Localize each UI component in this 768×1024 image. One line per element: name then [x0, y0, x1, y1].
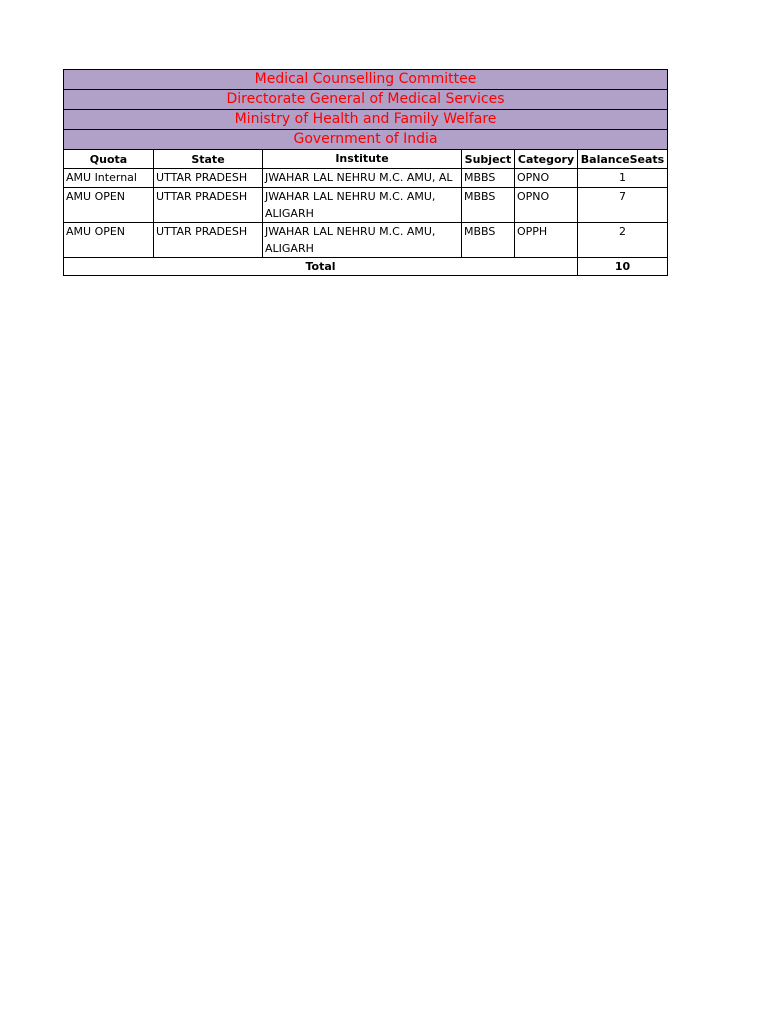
column-header-quota: Quota [64, 150, 154, 169]
state-cell: UTTAR PRADESH [154, 169, 263, 188]
institute-cell: JWAHAR LAL NEHRU M.C. AMU, ALIGARH [263, 188, 462, 223]
banner-row-2 [64, 90, 668, 110]
column-header-institute: Institute [263, 150, 462, 169]
column-header-state: State [154, 150, 263, 169]
quota-cell: AMU OPEN [64, 223, 154, 258]
balance-cell: 7 [578, 188, 668, 223]
directorate-title: Directorate General of Medical Services [64, 90, 668, 110]
subject-cell: MBBS [462, 169, 515, 188]
quota-cell: AMU Internal [64, 169, 154, 188]
category-cell: OPPH [515, 223, 578, 258]
category-cell: OPNO [515, 188, 578, 223]
banner-row-1 [64, 70, 668, 90]
category-cell: OPNO [515, 169, 578, 188]
ministry-title: Ministry of Health and Family Welfare [64, 110, 668, 130]
state-cell: UTTAR PRADESH [154, 223, 263, 258]
table-row [64, 223, 668, 258]
table-row [64, 188, 668, 223]
subject-cell: MBBS [462, 188, 515, 223]
committee-title: Medical Counselling Committee [64, 70, 668, 90]
institute-cell: JWAHAR LAL NEHRU M.C. AMU, ALIGARH [263, 223, 462, 258]
column-header-balance: BalanceSeats [578, 150, 668, 169]
balance-cell: 2 [578, 223, 668, 258]
institute-cell: JWAHAR LAL NEHRU M.C. AMU, AL [263, 169, 462, 188]
balance-cell: 1 [578, 169, 668, 188]
column-header-row [64, 150, 668, 169]
subject-cell: MBBS [462, 223, 515, 258]
total-label: Total [64, 258, 578, 276]
banner-row-3 [64, 110, 668, 130]
total-value: 10 [578, 258, 668, 276]
column-header-subject: Subject [462, 150, 515, 169]
quota-cell: AMU OPEN [64, 188, 154, 223]
table-row [64, 169, 668, 188]
column-header-category: Category [515, 150, 578, 169]
balance-seats-table [63, 69, 668, 276]
state-cell: UTTAR PRADESH [154, 188, 263, 223]
government-title: Government of India [64, 130, 668, 150]
total-row [64, 258, 668, 276]
banner-row-4 [64, 130, 668, 150]
